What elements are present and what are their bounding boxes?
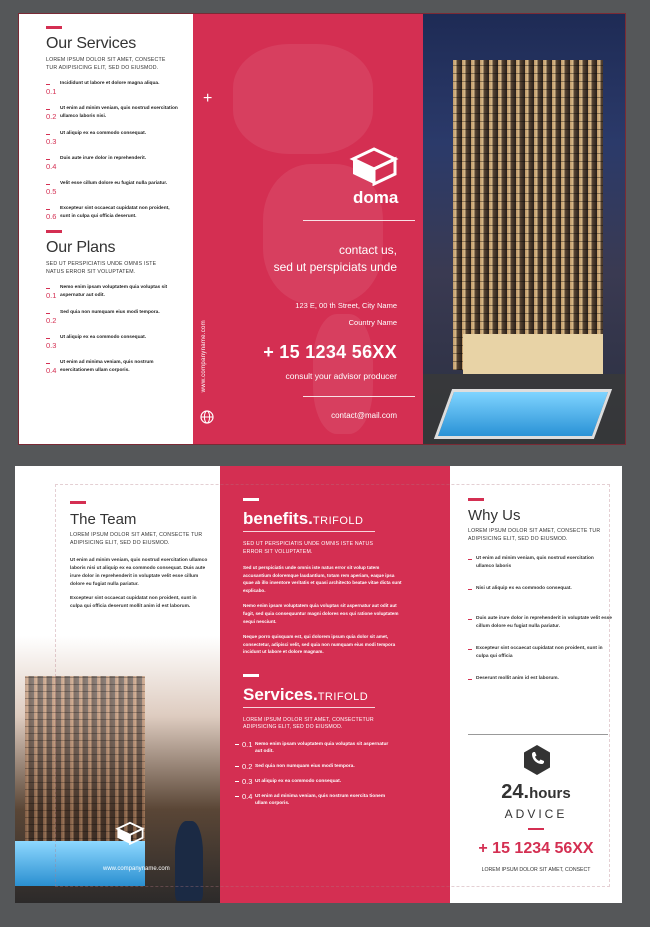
team-paragraph: Excepteur sint occaecat cupidatat non proident, sunt in culpa qui officia deserunt mollit anim id est laborum. bbox=[70, 596, 197, 609]
brochure-outside bbox=[18, 13, 626, 445]
team-title: The Team bbox=[70, 511, 137, 528]
team-intro: LOREM IPSUM DOLOR SIT AMET, CONSECTE TUR ADIPISICING ELIT, SED DO EIUSMOD. bbox=[70, 532, 203, 546]
services-panel bbox=[19, 14, 193, 444]
services-list bbox=[46, 80, 193, 221]
list-item: 0.4 Ut enim ad minima veniam, quis nostrum exercita tionem ullam corporis. bbox=[235, 793, 430, 808]
services-intro: LOREM IPSUM DOLOR SIT AMET, CONSECTETUR ADIPISICING ELIT, SED DO EIUSMOD. bbox=[243, 716, 374, 731]
brochure-inside bbox=[15, 466, 622, 903]
hours-label: 24.hours bbox=[501, 781, 571, 803]
divider bbox=[303, 220, 415, 221]
brand-name: doma bbox=[353, 188, 399, 207]
cube-logo-icon bbox=[349, 146, 399, 186]
list-item: 0.6 Excepteur sint occaecat cupidatat non proident, sunt in culpa qui officia deserunt. bbox=[46, 206, 170, 221]
contact-panel bbox=[193, 14, 423, 444]
world-map-shape bbox=[233, 44, 373, 154]
pool bbox=[434, 389, 612, 439]
why-us-panel bbox=[450, 466, 622, 903]
team-panel bbox=[15, 466, 220, 903]
accent-bar bbox=[46, 26, 62, 29]
list-item: 0.2 Sed quia non numquam eius modi tempora. bbox=[235, 763, 430, 771]
accent-bar bbox=[46, 230, 62, 233]
phone-icon bbox=[522, 744, 552, 776]
email-link[interactable]: contact@mail.com bbox=[331, 411, 397, 420]
list-item: 0.3 Ut aliquip ex ea commodo consequat. bbox=[46, 131, 147, 146]
lobby bbox=[463, 334, 603, 374]
why-title: Why Us bbox=[468, 507, 521, 524]
list-item: 0.4 Duis aute irure dolor in reprehenderit. bbox=[46, 156, 147, 171]
list-item: Excepteur sint occaecat cupidatat non proident, sunt in culpa qui officia bbox=[468, 645, 612, 663]
list-item: 0.2 Ut enim ad minim veniam, quis nostrud exercitation ullamco laboris nisi. bbox=[46, 106, 178, 121]
list-item: Ut enim ad minim veniam, quis nostrud exercitation ullamco laboris bbox=[468, 555, 612, 573]
phone-number: + 15 1234 56XX bbox=[478, 840, 594, 857]
pool bbox=[15, 841, 145, 886]
list-item: Deserunt mollit anim id est laborum. bbox=[468, 675, 612, 693]
benefits-title: benefits.TRIFOLD bbox=[243, 509, 364, 528]
benefits-paragraph: Neque porro quisquam est, qui dolorem ipsum quia dolor sit amet, consectetur, adipisci velit, sed quia non numquam eius modi tempora incidunt ut labore et dolore magnam. bbox=[243, 634, 396, 655]
website-text: www.companyname.com bbox=[103, 866, 170, 872]
person-figure bbox=[175, 821, 203, 901]
list-item: 0.1 Incididunt ut labore et dolore magna aliqua. bbox=[46, 81, 160, 96]
benefits-paragraph: Sed ut perspiciatis unde omnis iste natus error sit volup tatem accusantium doloremque laudantium, totam rem aperiam, eaque ipsa quae ab illo inventore veritatis et quasi architecto beatae vitae dicta sunt explicabo. bbox=[243, 565, 402, 593]
list-item: 0.1 Nemo enim ipsam voluptatem quia voluptas sit aspernatur aut odit. bbox=[235, 741, 430, 756]
building-photo bbox=[423, 14, 626, 444]
list-item: 0.3 Ut aliquip ex ea commodo consequat. bbox=[235, 778, 430, 786]
list-item: 0.2 Sed quia non numquam eius modi tempora. bbox=[46, 310, 160, 325]
benefits-intro: SED UT PERSPICIATIS UNDE OMNIS ISTE NATUS ERROR SIT VOLUPTATEM. bbox=[243, 541, 374, 555]
plans-title: Our Plans bbox=[46, 239, 116, 256]
contact-heading: contact us, sed ut perspiciats unde bbox=[273, 243, 397, 274]
list-item: Duis aute irure dolor in reprehenderit in voluptate velit esse cillum dolore eu fugiat nulla pariatur. bbox=[468, 615, 612, 633]
services-title: Our Services bbox=[46, 35, 137, 52]
phone-number: + 15 1234 56XX bbox=[263, 342, 397, 362]
list-item: 0.5 Velit esse cillum dolore eu fugiat nulla pariatur. bbox=[46, 181, 168, 196]
services-title: Services.TRIFOLD bbox=[243, 684, 369, 704]
why-intro: LOREM IPSUM DOLOR SIT AMET, CONSECTE TUR ADIPISICING ELIT, SED DO EIUSMOD. bbox=[468, 528, 601, 542]
list-item: 0.3 Ut aliquip ex ea commodo consequat. bbox=[46, 335, 147, 350]
services-intro: LOREM IPSUM DOLOR SIT AMET, CONSECTE TUR ADIPISICING ELIT, SED DO EIUSMOD. bbox=[46, 57, 166, 71]
address: 123 E, 00 th Street, City Name Country Name bbox=[295, 301, 397, 327]
globe-icon bbox=[200, 410, 214, 424]
consult-text: consult your advisor producer bbox=[285, 371, 397, 381]
list-item: Nisi ut aliquip ex ea commodo consequat. bbox=[468, 585, 612, 603]
accent-bar bbox=[243, 498, 259, 501]
list-item: 0.1 Nemo enim ipsam voluptatem quia voluptas sit aspernatur aut odit. bbox=[46, 285, 168, 300]
plus-icon: + bbox=[203, 90, 213, 107]
services-list bbox=[235, 741, 430, 808]
accent-bar bbox=[468, 498, 484, 501]
advice-label: ADVICE bbox=[504, 807, 568, 821]
cube-logo-icon bbox=[115, 821, 145, 845]
benefits-panel bbox=[220, 466, 450, 903]
website-text: www.companyname.com bbox=[201, 320, 207, 393]
plans-list bbox=[46, 284, 193, 375]
footer-text: LOREM IPSUM DOLOR SIT AMET, CONSECT bbox=[481, 867, 591, 873]
why-list bbox=[468, 555, 612, 693]
plans-intro: SED UT PERSPICIATIS UNDE OMNIS ISTE NATUS ERROR SIT VOLUPTATEM. bbox=[46, 261, 157, 275]
accent-bar bbox=[243, 674, 259, 677]
team-paragraph: Ut enim ad minim veniam, quis nostrud exercitation ullamco laboris nisi ut aliquip ex ea commodo consequat. Duis aute irure dolor in reprehenderit in voluptate velit esse cillum dolore eu fugiat nulla pariatur. bbox=[70, 558, 208, 587]
accent-bar bbox=[70, 501, 86, 504]
list-item: 0.4 Ut enim ad minima veniam, quis nostrum exercitationem ullam corporis. bbox=[46, 360, 154, 375]
benefits-paragraph: Nemo enim ipsam voluptatem quia voluptas sit aspernatur aut odit aut fugit, sed quia consequuntur magni dolores eos qui ratione voluptatem sequi nesciunt. bbox=[243, 603, 399, 624]
divider bbox=[303, 396, 415, 397]
